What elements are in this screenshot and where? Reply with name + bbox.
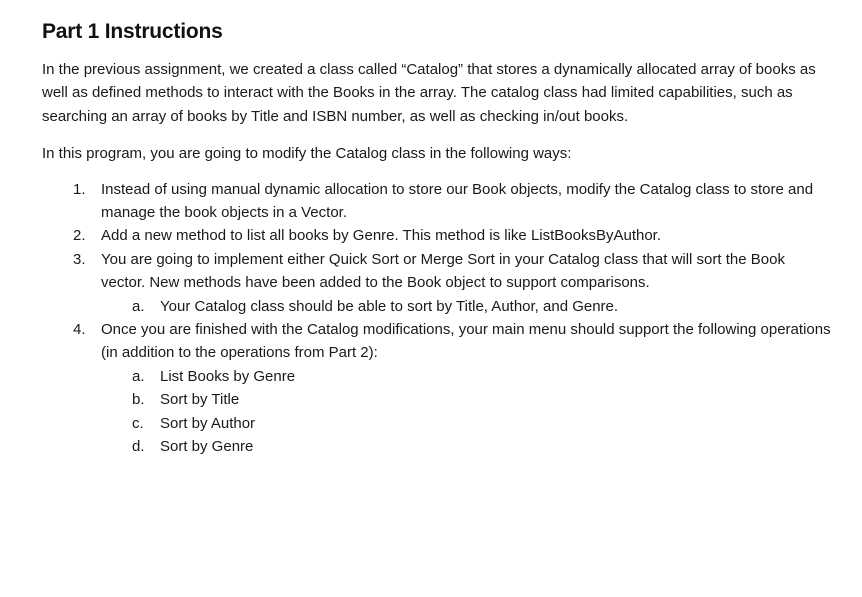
sub-list <box>101 295 832 318</box>
list-item-text: Add a new method to list all books by Genre. This method is like ListBooksByAuthor. <box>101 227 662 245</box>
sub-list-item-text: Your Catalog class should be able to sort by Title, Author, and Genre. <box>160 297 619 315</box>
sub-list-item-text: Sort by Genre <box>160 438 254 456</box>
list-item-number: 1. <box>73 180 86 198</box>
list-item-number: 3. <box>73 250 86 268</box>
sub-list-item-letter: a. <box>132 367 145 385</box>
sub-list-item <box>101 388 832 411</box>
sub-list-item <box>101 365 832 388</box>
sub-list-item <box>101 295 832 318</box>
sub-list-item-text: Sort by Title <box>160 391 240 409</box>
list-item-text: You are going to implement either Quick Sort or Merge Sort in your Catalog class that will sort the Book vector. New methods have been added to the Book object to support comparisons. <box>101 250 785 292</box>
sub-list <box>101 365 832 459</box>
sub-list-item <box>101 435 832 458</box>
list-item-number: 4. <box>73 321 86 339</box>
sub-list-item-text: List Books by Genre <box>160 367 296 385</box>
document-page <box>42 18 832 459</box>
list-item <box>42 178 832 225</box>
sub-list-item-text: Sort by Author <box>160 414 256 432</box>
page-title: Part 1 Instructions <box>42 20 223 43</box>
list-item <box>42 318 832 458</box>
list-item <box>42 224 832 247</box>
list-item-text: Instead of using manual dynamic allocation to store our Book objects, modify the Catalog class to store and manage the book objects in a Vector. <box>101 180 814 222</box>
instruction-list <box>42 178 832 459</box>
intro-paragraph: In the previous assignment, we created a class called “Catalog” that stores a dynamically allocated array of books as well as defined methods to interact with the Books in the array. The catalog class had limited capabilities, such as searching an array of books by Title and ISBN number, as well as checking in/out books. <box>42 61 816 125</box>
list-item <box>42 248 832 318</box>
sub-list-item-letter: d. <box>132 438 145 456</box>
sub-list-item-letter: b. <box>132 391 145 409</box>
list-item-number: 2. <box>73 227 86 245</box>
modify-paragraph: In this program, you are going to modify the Catalog class in the following ways: <box>42 145 572 163</box>
sub-list-item-letter: a. <box>132 297 145 315</box>
sub-list-item <box>101 412 832 435</box>
sub-list-item-letter: c. <box>132 414 144 432</box>
list-item-text: Once you are finished with the Catalog modifications, your main menu should support the following operations (in addition to the operations from Part 2): <box>101 321 831 362</box>
